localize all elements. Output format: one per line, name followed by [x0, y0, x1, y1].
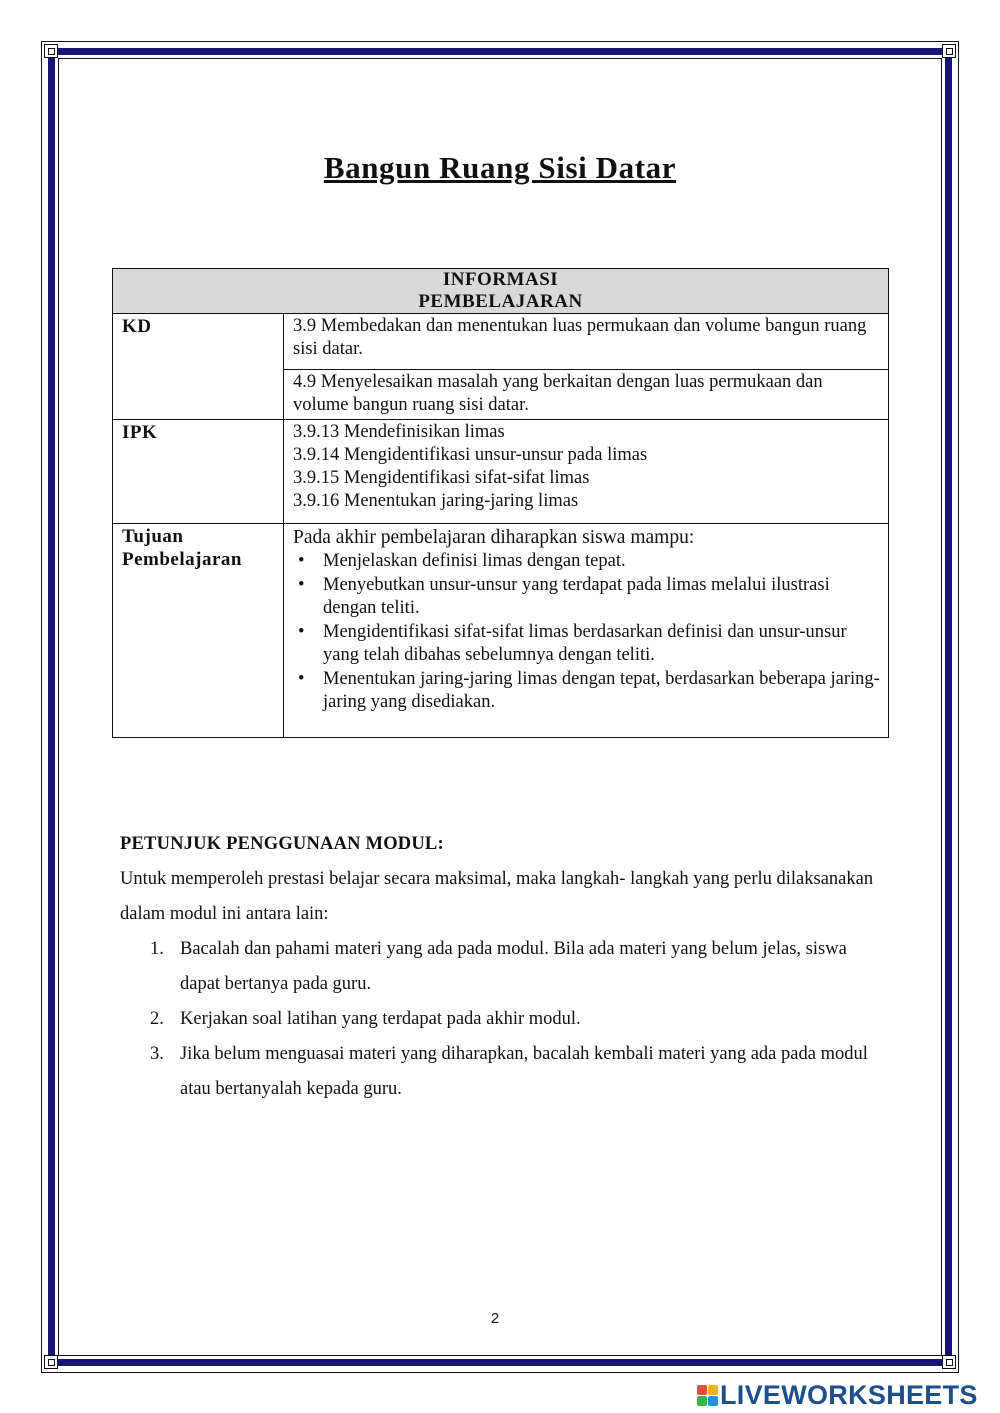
kd-label: KD — [113, 314, 284, 420]
petunjuk-step — [120, 1037, 890, 1107]
page-number: 2 — [490, 1310, 500, 1327]
ipk-item: 3.9.14 Mengidentifikasi unsur-unsur pada limas — [293, 445, 648, 465]
step-number: 1. — [150, 939, 164, 959]
petunjuk-step — [120, 1002, 890, 1037]
ipk-list — [284, 420, 889, 524]
liveworksheets-watermark — [697, 1378, 978, 1412]
petunjuk-intro: Untuk memperoleh prestasi belajar secara maksimal, maka langkah- langkah yang perlu dilaksanakan dalam modul ini antara lain: — [120, 869, 874, 924]
ipk-item: 3.9.13 Mendefinisikan limas — [293, 422, 505, 442]
kd-item: 3.9 Membedakan dan menentukan luas permukaan dan volume bangun ruang sisi datar. — [284, 314, 889, 370]
step-text: Bacalah dan pahami materi yang ada pada modul. Bila ada materi yang belum jelas, siswa dapat bertanya pada guru. — [180, 939, 847, 994]
tujuan-bullet-text: Menjelaskan definisi limas dengan tepat. — [323, 551, 626, 571]
tujuan-content — [284, 524, 889, 738]
petunjuk-heading: PETUNJUK PENGGUNAAN MODUL: — [120, 834, 444, 854]
tujuan-bullet — [293, 621, 882, 667]
step-number: 2. — [150, 1009, 164, 1029]
tujuan-label-line-2: Pembelajaran — [122, 549, 242, 570]
petunjuk-steps — [120, 932, 890, 1107]
corner-ornament-bottom-right — [942, 1355, 956, 1369]
logo-tile — [708, 1396, 718, 1406]
ipk-item: 3.9.15 Mengidentifikasi sifat-sifat limas — [293, 468, 590, 488]
tujuan-label — [113, 524, 284, 738]
bullet-dot-icon: • — [298, 575, 305, 595]
tujuan-bullet — [293, 668, 882, 714]
info-table-header — [113, 269, 889, 314]
header-line-2: PEMBELAJARAN — [418, 291, 583, 312]
logo-tile — [697, 1385, 707, 1395]
tujuan-bullet — [293, 550, 882, 573]
tujuan-label-line-1: Tujuan — [122, 526, 184, 547]
step-text: Kerjakan soal latihan yang terdapat pada akhir modul. — [180, 1009, 581, 1029]
logo-tile — [697, 1396, 707, 1406]
tujuan-bullet-text: Menentukan jaring-jaring limas dengan tepat, berdasarkan beberapa jaring-jaring yang disediakan. — [323, 669, 880, 712]
petunjuk-step — [120, 932, 890, 1002]
corner-ornament-top-left — [44, 44, 58, 58]
petunjuk-section — [120, 832, 890, 1107]
corner-ornament-top-right — [942, 44, 956, 58]
step-number: 3. — [150, 1044, 164, 1064]
liveworksheets-logo-icon — [697, 1385, 718, 1406]
kd-item: 4.9 Menyelesaikan masalah yang berkaitan dengan luas permukaan dan volume bangun ruang sisi datar. — [284, 370, 889, 420]
logo-tile — [708, 1385, 718, 1395]
bullet-dot-icon: • — [298, 669, 305, 689]
tujuan-bullet-text: Menyebutkan unsur-unsur yang terdapat pada limas melalui ilustrasi dengan teliti. — [323, 575, 830, 618]
header-line-1: INFORMASI — [442, 269, 559, 290]
bullet-dot-icon: • — [298, 551, 305, 571]
tujuan-bullet — [293, 574, 882, 620]
page-title: Bangun Ruang Sisi Datar — [323, 150, 677, 185]
tujuan-intro: Pada akhir pembelajaran diharapkan siswa mampu: — [293, 527, 695, 548]
ipk-label: IPK — [113, 420, 284, 524]
bullet-dot-icon: • — [298, 622, 305, 642]
tujuan-bullet-text: Mengidentifikasi sifat-sifat limas berdasarkan definisi dan unsur-unsur yang telah dibahas sebelumnya dengan teliti. — [323, 622, 847, 665]
liveworksheets-text: LIVEWORKSHEETS — [720, 1379, 978, 1410]
info-table — [112, 268, 889, 738]
corner-ornament-bottom-left — [44, 1355, 58, 1369]
step-text: Jika belum menguasai materi yang diharapkan, bacalah kembali materi yang ada pada modul atau bertanyalah kepada guru. — [180, 1044, 868, 1099]
ipk-item: 3.9.16 Menentukan jaring-jaring limas — [293, 491, 579, 511]
